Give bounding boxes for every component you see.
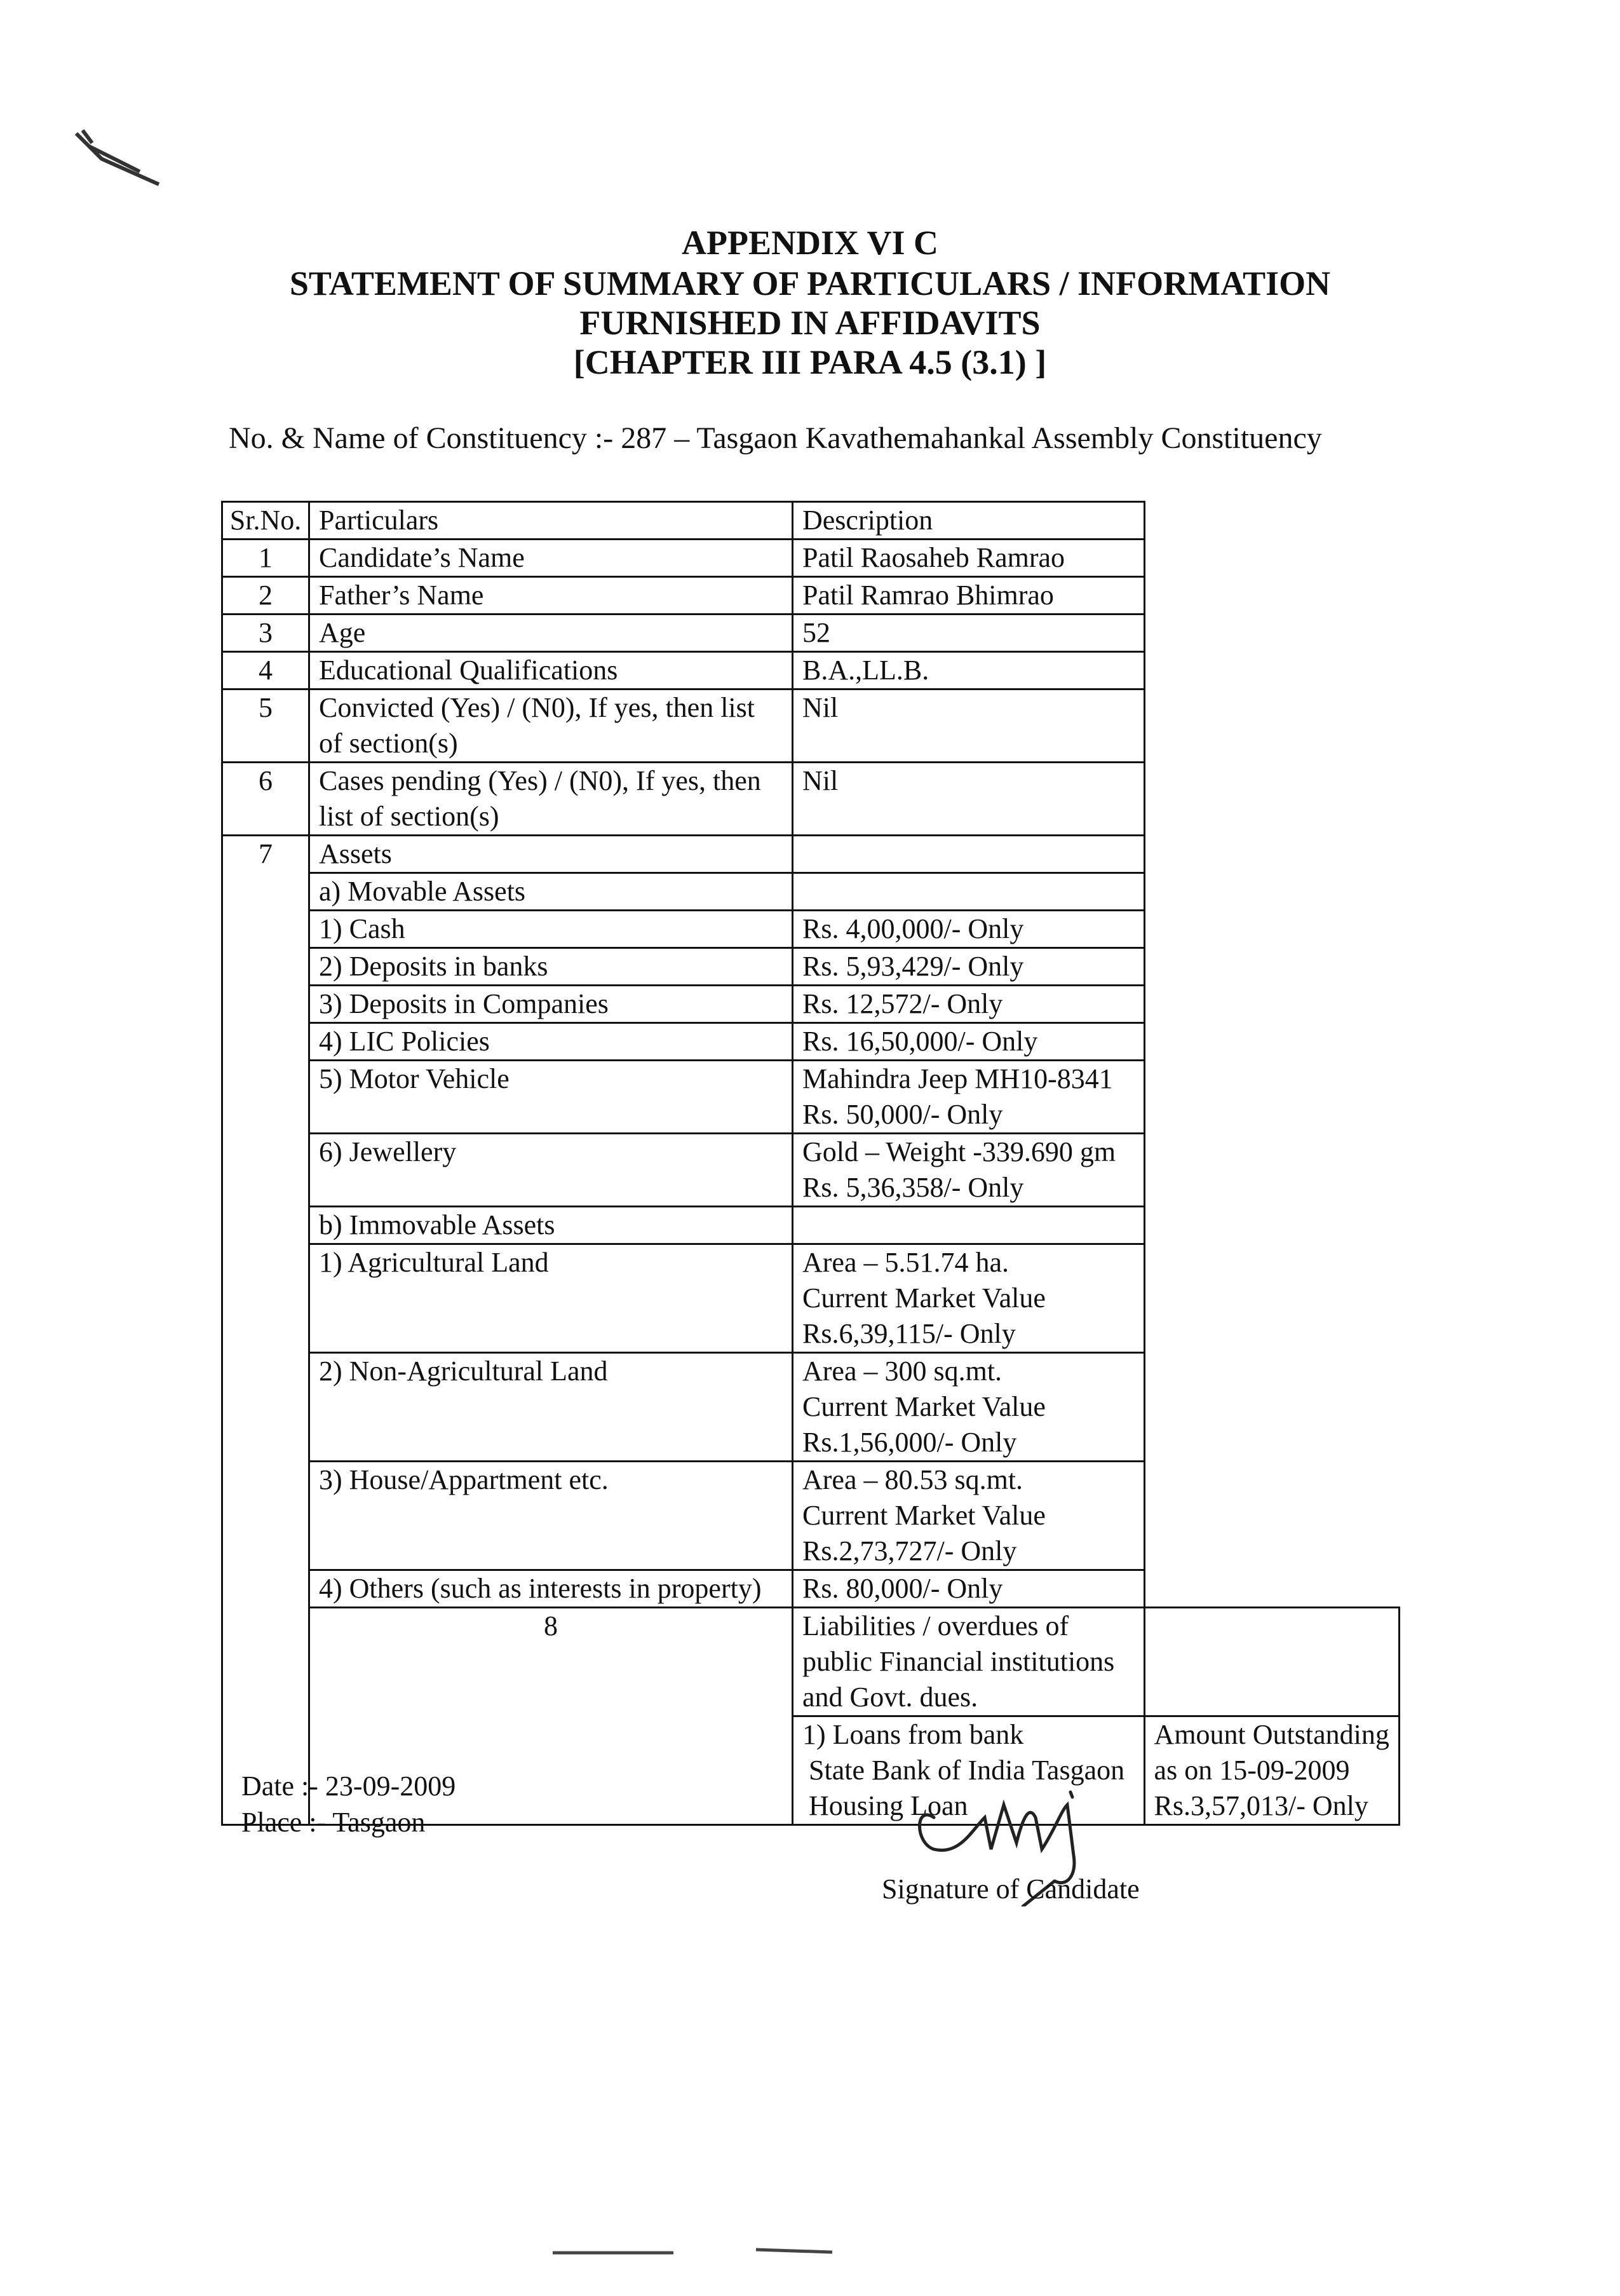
description-line: Area – 80.53 sq.mt. xyxy=(802,1464,1023,1495)
particular: 1) Agricultural Land xyxy=(309,1244,793,1353)
table-row xyxy=(222,986,1400,1023)
chapter-reference: [CHAPTER III PARA 4.5 (3.1) ] xyxy=(573,343,1047,381)
particular: 2) Non-Agricultural Land xyxy=(309,1353,793,1462)
description xyxy=(793,1353,1145,1462)
description: Rs. 12,572/- Only xyxy=(793,986,1145,1023)
sr-no: 2 xyxy=(222,577,309,615)
particular: 1) Cash xyxy=(309,911,793,948)
sr-no: 5 xyxy=(222,689,309,763)
table-row xyxy=(222,1462,1400,1570)
particular: Age xyxy=(309,615,793,652)
description-line: Rs.3,57,013/- Only xyxy=(1154,1790,1368,1821)
description-line: Current Market Value Rs.6,39,115/- Only xyxy=(802,1282,1046,1349)
description xyxy=(793,873,1145,911)
particular: 6) Jewellery xyxy=(309,1134,793,1207)
table-row xyxy=(222,763,1400,836)
description-line: Area – 5.51.74 ha. xyxy=(802,1247,1009,1278)
particular: Educational Qualifications xyxy=(309,652,793,689)
description-line: Current Market Value Rs.2,73,727/- Only xyxy=(802,1500,1046,1566)
description: Rs. 80,000/- Only xyxy=(793,1570,1145,1608)
particular: 2) Deposits in banks xyxy=(309,948,793,986)
description: Patil Ramrao Bhimrao xyxy=(793,577,1145,615)
particular: Convicted (Yes) / (N0), If yes, then list of section(s) xyxy=(309,689,793,763)
constituency-line: No. & Name of Constituency :- 287 – Tasgaon Kavathemahankal Assembly Constituency xyxy=(229,421,1322,455)
particular: Liabilities / overdues of public Financial institutions and Govt. dues. xyxy=(793,1608,1145,1716)
table-row xyxy=(222,540,1400,577)
table-row xyxy=(222,689,1400,763)
description-line: Rs. 50,000/- Only xyxy=(802,1099,1003,1130)
table-row xyxy=(222,615,1400,652)
description: Rs. 4,00,000/- Only xyxy=(793,911,1145,948)
sr-no: 1 xyxy=(222,540,309,577)
sr-no: 3 xyxy=(222,615,309,652)
table-row xyxy=(222,1570,1400,1608)
table-row xyxy=(222,1244,1400,1353)
description-line: Area – 300 sq.mt. xyxy=(802,1355,1002,1387)
particular-line: 1) Loans from bank xyxy=(802,1719,1024,1750)
sr-no: 4 xyxy=(222,652,309,689)
particular: Candidate’s Name xyxy=(309,540,793,577)
description: B.A.,LL.B. xyxy=(793,652,1145,689)
description xyxy=(793,1134,1145,1207)
description xyxy=(793,836,1145,873)
table-row xyxy=(222,577,1400,615)
description: Rs. 5,93,429/- Only xyxy=(793,948,1145,986)
description xyxy=(793,1207,1145,1244)
date-text: Date :- 23-09-2009 xyxy=(241,1770,456,1802)
particular: b) Immovable Assets xyxy=(309,1207,793,1244)
description: Nil xyxy=(793,763,1145,836)
column-header-description: Description xyxy=(793,502,1145,540)
table-row xyxy=(222,1207,1400,1244)
sr-no: 7 xyxy=(222,836,309,1825)
description: 52 xyxy=(793,615,1145,652)
table-row xyxy=(222,948,1400,986)
particular: 3) House/Appartment etc. xyxy=(309,1462,793,1570)
table-row xyxy=(222,1061,1400,1134)
sr-no: 6 xyxy=(222,763,309,836)
table-row xyxy=(222,652,1400,689)
table-row xyxy=(222,1023,1400,1061)
description-line: Rs. 5,36,358/- Only xyxy=(802,1172,1024,1203)
sr-no: 8 xyxy=(309,1608,793,1825)
table-row xyxy=(222,911,1400,948)
table-row xyxy=(222,1608,1400,1716)
description xyxy=(793,1061,1145,1134)
table-row xyxy=(222,1353,1400,1462)
particular: 5) Motor Vehicle xyxy=(309,1061,793,1134)
description xyxy=(793,1462,1145,1570)
description: Patil Raosaheb Ramrao xyxy=(793,540,1145,577)
column-header-srno: Sr.No. xyxy=(222,502,309,540)
signature-label: Signature of Candidate xyxy=(882,1873,1140,1905)
table-row xyxy=(222,873,1400,911)
description-line: Gold – Weight -339.690 gm xyxy=(802,1136,1116,1167)
particular: 4) Others (such as interests in property) xyxy=(309,1570,793,1608)
furnished-title: FURNISHED IN AFFIDAVITS xyxy=(579,304,1041,342)
description xyxy=(1144,1608,1399,1716)
place-text: Place :- Tasgaon xyxy=(241,1807,426,1838)
particulars-table xyxy=(221,501,1400,1826)
particular: Assets xyxy=(309,836,793,873)
particular: 4) LIC Policies xyxy=(309,1023,793,1061)
appendix-title: APPENDIX VI C xyxy=(681,224,939,262)
particular-line: State Bank of India Tasgaon Housing Loan xyxy=(809,1755,1125,1821)
table-header-row xyxy=(222,502,1400,540)
particular: 3) Deposits in Companies xyxy=(309,986,793,1023)
description: Rs. 16,50,000/- Only xyxy=(793,1023,1145,1061)
particular: Cases pending (Yes) / (N0), If yes, then list of section(s) xyxy=(309,763,793,836)
scan-mark-icon xyxy=(64,121,172,197)
description-line: Amount Outstanding as on 15-09-2009 xyxy=(1154,1719,1389,1786)
table-row xyxy=(222,1134,1400,1207)
description xyxy=(1144,1716,1399,1825)
description xyxy=(793,1244,1145,1353)
particular: a) Movable Assets xyxy=(309,873,793,911)
description-line: Mahindra Jeep MH10-8341 xyxy=(802,1063,1113,1094)
table-row xyxy=(222,836,1400,873)
particular: Father’s Name xyxy=(309,577,793,615)
description-line: Current Market Value Rs.1,56,000/- Only xyxy=(802,1391,1046,1458)
column-header-particulars: Particulars xyxy=(309,502,793,540)
description: Nil xyxy=(793,689,1145,763)
statement-title: STATEMENT OF SUMMARY OF PARTICULARS / INFORMATION xyxy=(289,264,1331,302)
footer-scan-mark-icon xyxy=(546,2243,839,2262)
